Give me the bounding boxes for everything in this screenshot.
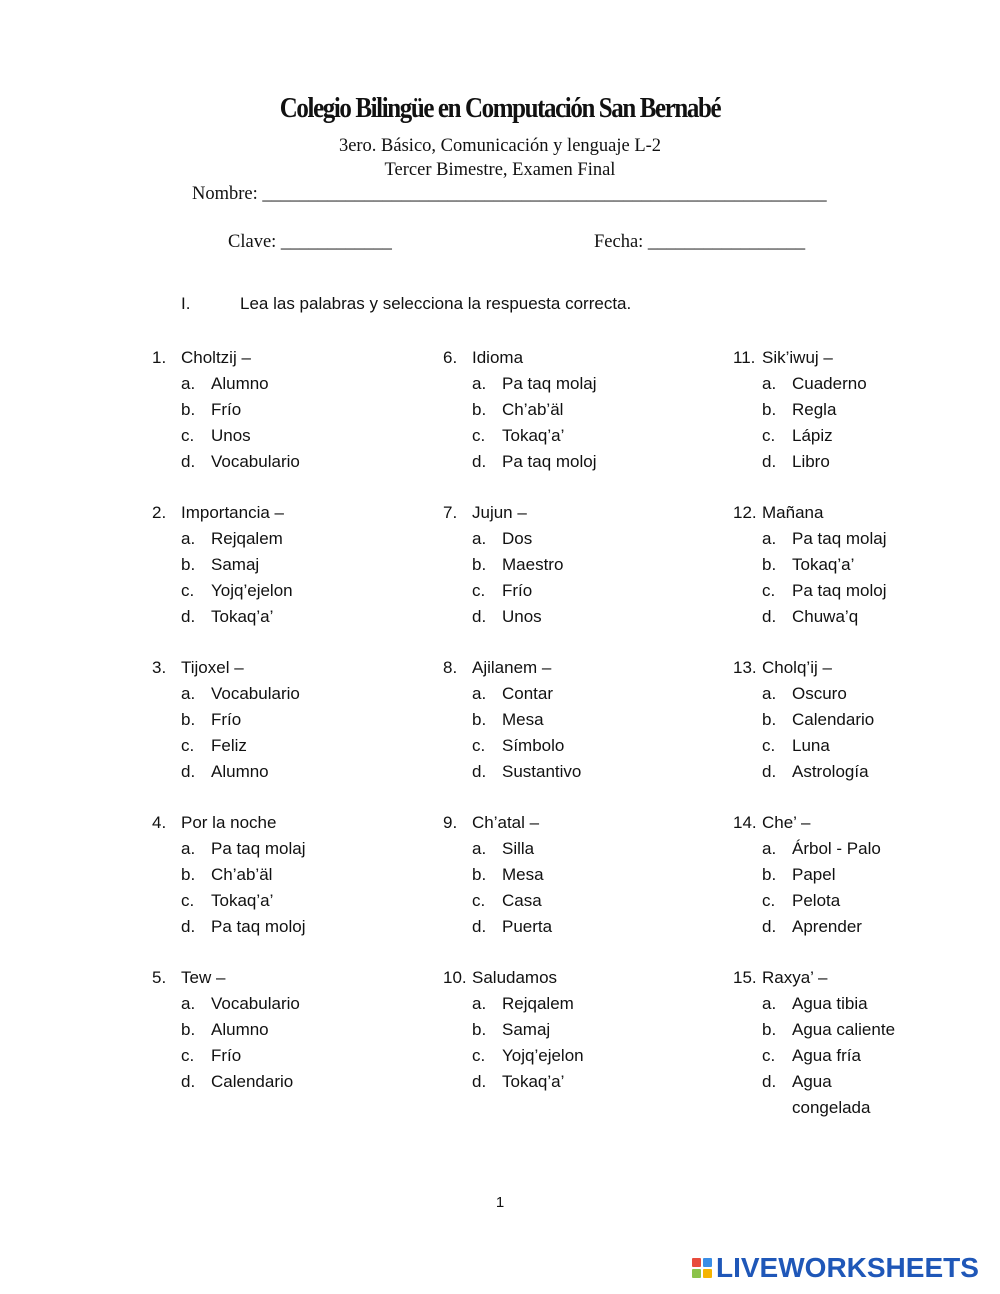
option-text: Yojq’ejelon [502,1046,584,1065]
option-letter: c. [181,426,195,445]
option-letter: c. [181,736,195,755]
answer-option[interactable] [152,423,402,449]
option-letter: a. [181,684,196,703]
option-text: Calendario [211,1072,294,1091]
option-text: Samaj [502,1020,551,1039]
instruction [181,294,631,314]
option-text: Silla [502,839,535,858]
question-heading [733,655,983,681]
option-text: Pelota [792,891,841,910]
question-heading [733,345,983,371]
answer-option[interactable] [733,1069,983,1121]
brand-text: LIVEWORKSHEETS [716,1252,979,1283]
question-13 [733,655,983,785]
question-8 [443,655,693,785]
option-letter: b. [181,1020,196,1039]
question-10 [443,965,693,1095]
option-letter: c. [181,891,195,910]
question-word: Raxya’ – [762,968,828,987]
answer-option[interactable] [443,1043,693,1069]
option-text: Tokaq’a’ [211,607,274,626]
option-letter: a. [472,529,487,548]
option-letter: a. [181,529,196,548]
option-text: Vocabulario [211,684,300,703]
answer-option[interactable] [733,991,983,1017]
option-letter: d. [181,452,196,471]
question-word: Por la noche [181,813,277,832]
option-text: Papel [792,865,836,884]
answer-option[interactable] [443,449,693,475]
question-number: 7. [443,503,458,522]
option-text: Aprender [792,917,862,936]
answer-option[interactable] [443,862,693,888]
option-letter: a. [181,374,196,393]
option-letter: d. [181,762,196,781]
question-number: 13. [733,658,757,677]
answer-option[interactable] [152,1017,402,1043]
answer-option[interactable] [443,681,693,707]
option-letter: a. [762,374,777,393]
question-heading [443,965,693,991]
question-word: Ch’atal – [472,813,540,832]
question-word: Che’ – [762,813,811,832]
option-text: Contar [502,684,554,703]
answer-option[interactable] [152,759,402,785]
option-letter: d. [762,452,777,471]
option-text: Ch’ab’äl [211,865,273,884]
option-text: Libro [792,452,830,471]
question-word: Importancia – [181,503,284,522]
option-letter: b. [762,710,777,729]
answer-option[interactable] [733,526,983,552]
question-number: 8. [443,658,458,677]
question-number: 11. [733,348,756,367]
option-letter: c. [472,581,486,600]
answer-option[interactable] [152,449,402,475]
option-letter: d. [181,917,196,936]
question-word: Idioma [472,348,524,367]
answer-option[interactable] [733,888,983,914]
option-text: Pa taq molaj [211,839,306,858]
option-letter: b. [181,710,196,729]
answer-option[interactable] [443,707,693,733]
option-letter: d. [762,1072,777,1091]
option-letter: a. [472,994,487,1013]
answer-option[interactable] [733,759,983,785]
option-text: Frío [211,1046,242,1065]
option-letter: a. [762,994,777,1013]
option-text: Chuwa’q [792,607,859,626]
answer-option[interactable] [733,1043,983,1069]
answer-option[interactable] [152,552,402,578]
option-letter: c. [762,1046,776,1065]
question-heading [152,345,402,371]
option-letter: d. [762,762,777,781]
question-word: Jujun – [472,503,527,522]
answer-option[interactable] [152,604,402,630]
option-text: Calendario [792,710,875,729]
option-letter: d. [181,1072,196,1091]
question-word: Choltzij – [181,348,251,367]
option-text: Agua tibia [792,994,868,1013]
question-6 [443,345,693,475]
option-letter: c. [472,736,486,755]
question-heading [443,500,693,526]
answer-option[interactable] [443,578,693,604]
question-1 [152,345,402,475]
option-letter: b. [472,710,487,729]
question-word: Tijoxel – [181,658,244,677]
option-text: Luna [792,736,830,755]
exam-line: Tercer Bimestre, Examen Final [384,160,616,180]
option-text: Samaj [211,555,260,574]
option-letter: c. [181,581,195,600]
option-letter: b. [472,400,487,419]
option-text: Pa taq moloj [211,917,306,936]
answer-option[interactable] [152,1069,402,1095]
question-heading [152,810,402,836]
answer-option[interactable] [443,733,693,759]
option-text: Alumno [211,374,269,393]
answer-option[interactable] [733,578,983,604]
option-letter: a. [472,684,487,703]
answer-option[interactable] [733,914,983,940]
answer-option[interactable] [733,1017,983,1043]
option-letter: a. [181,994,196,1013]
question-heading [733,965,983,991]
question-number: 15. [733,968,757,987]
option-letter: a. [472,839,487,858]
answer-option[interactable] [443,914,693,940]
question-number: 2. [152,503,167,522]
option-letter: c. [181,1046,195,1065]
question-word: Ajilanem – [472,658,552,677]
question-heading [733,810,983,836]
question-word: Cholq’ij – [762,658,832,677]
option-letter: c. [762,426,776,445]
option-text: Tokaq’a’ [792,555,855,574]
option-letter: d. [472,607,487,626]
option-text: Tokaq’a’ [502,426,565,445]
option-text: Alumno [211,762,269,781]
question-word: Tew – [181,968,226,987]
question-5 [152,965,402,1095]
option-letter: c. [472,891,486,910]
question-heading [443,655,693,681]
option-letter: b. [762,555,777,574]
answer-option[interactable] [733,397,983,423]
answer-option[interactable] [443,759,693,785]
option-text: Rejqalem [211,529,283,548]
option-text: Pa taq moloj [792,581,887,600]
instruction-number: I. [181,294,191,313]
option-letter: b. [181,555,196,574]
option-text: Rejqalem [502,994,574,1013]
answer-option[interactable] [152,578,402,604]
question-2 [152,500,402,630]
option-text: Pa taq molaj [502,374,597,393]
option-letter: d. [472,1072,487,1091]
answer-option[interactable] [733,862,983,888]
question-number: 5. [152,968,167,987]
logo-blocks-icon [692,1258,712,1278]
question-heading [443,810,693,836]
option-text: Ch’ab’äl [502,400,564,419]
option-letter: c. [762,891,776,910]
option-text: Frío [211,710,242,729]
question-number: 1. [152,348,167,367]
option-text: Yojq’ejelon [211,581,293,600]
answer-option[interactable] [152,681,402,707]
option-text: Oscuro [792,684,847,703]
option-text: Puerta [502,917,553,936]
option-text: Pa taq moloj [502,452,597,471]
answer-option[interactable] [733,604,983,630]
question-4 [152,810,402,940]
question-word: Saludamos [472,968,558,987]
liveworksheets-logo [692,1252,979,1284]
fecha-field[interactable]: Fecha: _________________ [594,232,806,252]
option-text: Feliz [211,736,247,755]
instruction-text: Lea las palabras y selecciona la respuesta correcta. [240,294,632,313]
question-number: 3. [152,658,167,677]
option-text: Regla [792,400,837,419]
question-word: Sik’iwuj – [762,348,833,367]
question-number: 12. [733,503,757,522]
question-number: 14. [733,813,757,832]
answer-option[interactable] [443,991,693,1017]
option-letter: d. [472,762,487,781]
answer-option[interactable] [733,371,983,397]
option-text: Árbol - Palo [792,839,881,858]
option-letter: d. [472,452,487,471]
option-letter: b. [181,865,196,884]
document-title: Colegio Bilingüe en Computación San Bernabé [279,92,721,124]
question-number: 6. [443,348,458,367]
option-text: Frío [211,400,242,419]
option-letter: c. [762,581,776,600]
option-letter: b. [472,1020,487,1039]
option-text: Pa taq molaj [792,529,887,548]
answer-option[interactable] [443,552,693,578]
answer-option[interactable] [152,371,402,397]
question-12 [733,500,983,630]
answer-option[interactable] [152,707,402,733]
question-heading [152,965,402,991]
answer-option[interactable] [443,888,693,914]
question-heading [443,345,693,371]
option-letter: c. [762,736,776,755]
question-15 [733,965,983,1121]
option-letter: a. [181,839,196,858]
option-text: Agua caliente [792,1020,896,1039]
option-text: Agua congelada [792,1072,871,1117]
answer-option[interactable] [733,733,983,759]
option-letter: a. [472,374,487,393]
answer-option[interactable] [443,423,693,449]
option-text: Vocabulario [211,994,300,1013]
question-11 [733,345,983,475]
option-letter: c. [472,1046,486,1065]
nombre-field[interactable]: Nombre: _____________________________________________________________ [192,184,827,204]
option-letter: b. [472,555,487,574]
option-letter: c. [472,426,486,445]
answer-option[interactable] [152,1043,402,1069]
option-letter: b. [472,865,487,884]
option-text: Sustantivo [502,762,582,781]
answer-option[interactable] [443,1069,693,1095]
answer-option[interactable] [443,371,693,397]
question-word: Mañana [762,503,824,522]
answer-option[interactable] [152,991,402,1017]
clave-field[interactable]: Clave: ____________ [228,232,392,252]
answer-option[interactable] [152,397,402,423]
option-letter: a. [762,684,777,703]
option-text: Unos [502,607,542,626]
option-text: Vocabulario [211,452,300,471]
option-letter: a. [762,529,777,548]
option-letter: d. [472,917,487,936]
question-7 [443,500,693,630]
option-text: Alumno [211,1020,269,1039]
option-letter: b. [762,1020,777,1039]
answer-option[interactable] [733,423,983,449]
question-9 [443,810,693,940]
question-14 [733,810,983,940]
option-text: Símbolo [502,736,565,755]
answer-option[interactable] [733,707,983,733]
option-text: Tokaq’a’ [211,891,274,910]
option-text: Lápiz [792,426,833,445]
page-number: 1 [495,1194,505,1211]
option-text: Tokaq’a’ [502,1072,565,1091]
option-letter: b. [762,400,777,419]
option-text: Astrología [792,762,869,781]
option-letter: d. [762,607,777,626]
option-text: Mesa [502,710,544,729]
answer-option[interactable] [733,681,983,707]
option-letter: b. [762,865,777,884]
question-3 [152,655,402,785]
question-heading [733,500,983,526]
question-number: 4. [152,813,167,832]
option-text: Cuaderno [792,374,867,393]
option-text: Maestro [502,555,564,574]
answer-option[interactable] [152,733,402,759]
answer-option[interactable] [443,604,693,630]
option-text: Agua fría [792,1046,861,1065]
answer-option[interactable] [443,526,693,552]
option-letter: d. [181,607,196,626]
question-heading [152,500,402,526]
option-text: Casa [502,891,542,910]
answer-option[interactable] [443,836,693,862]
answer-option[interactable] [443,1017,693,1043]
question-number: 10. [443,968,467,987]
answer-option[interactable] [152,836,402,862]
option-text: Mesa [502,865,544,884]
answer-option[interactable] [733,836,983,862]
option-text: Frío [502,581,533,600]
option-letter: a. [762,839,777,858]
answer-option[interactable] [443,397,693,423]
option-letter: d. [762,917,777,936]
answer-option[interactable] [152,862,402,888]
question-heading [152,655,402,681]
answer-option[interactable] [733,449,983,475]
course-line: 3ero. Básico, Comunicación y lenguaje L-2 [338,136,662,156]
answer-option[interactable] [152,526,402,552]
answer-option[interactable] [152,888,402,914]
answer-option[interactable] [152,914,402,940]
option-text: Unos [211,426,251,445]
question-number: 9. [443,813,458,832]
option-text: Dos [502,529,533,548]
option-letter: b. [181,400,196,419]
answer-option[interactable] [733,552,983,578]
